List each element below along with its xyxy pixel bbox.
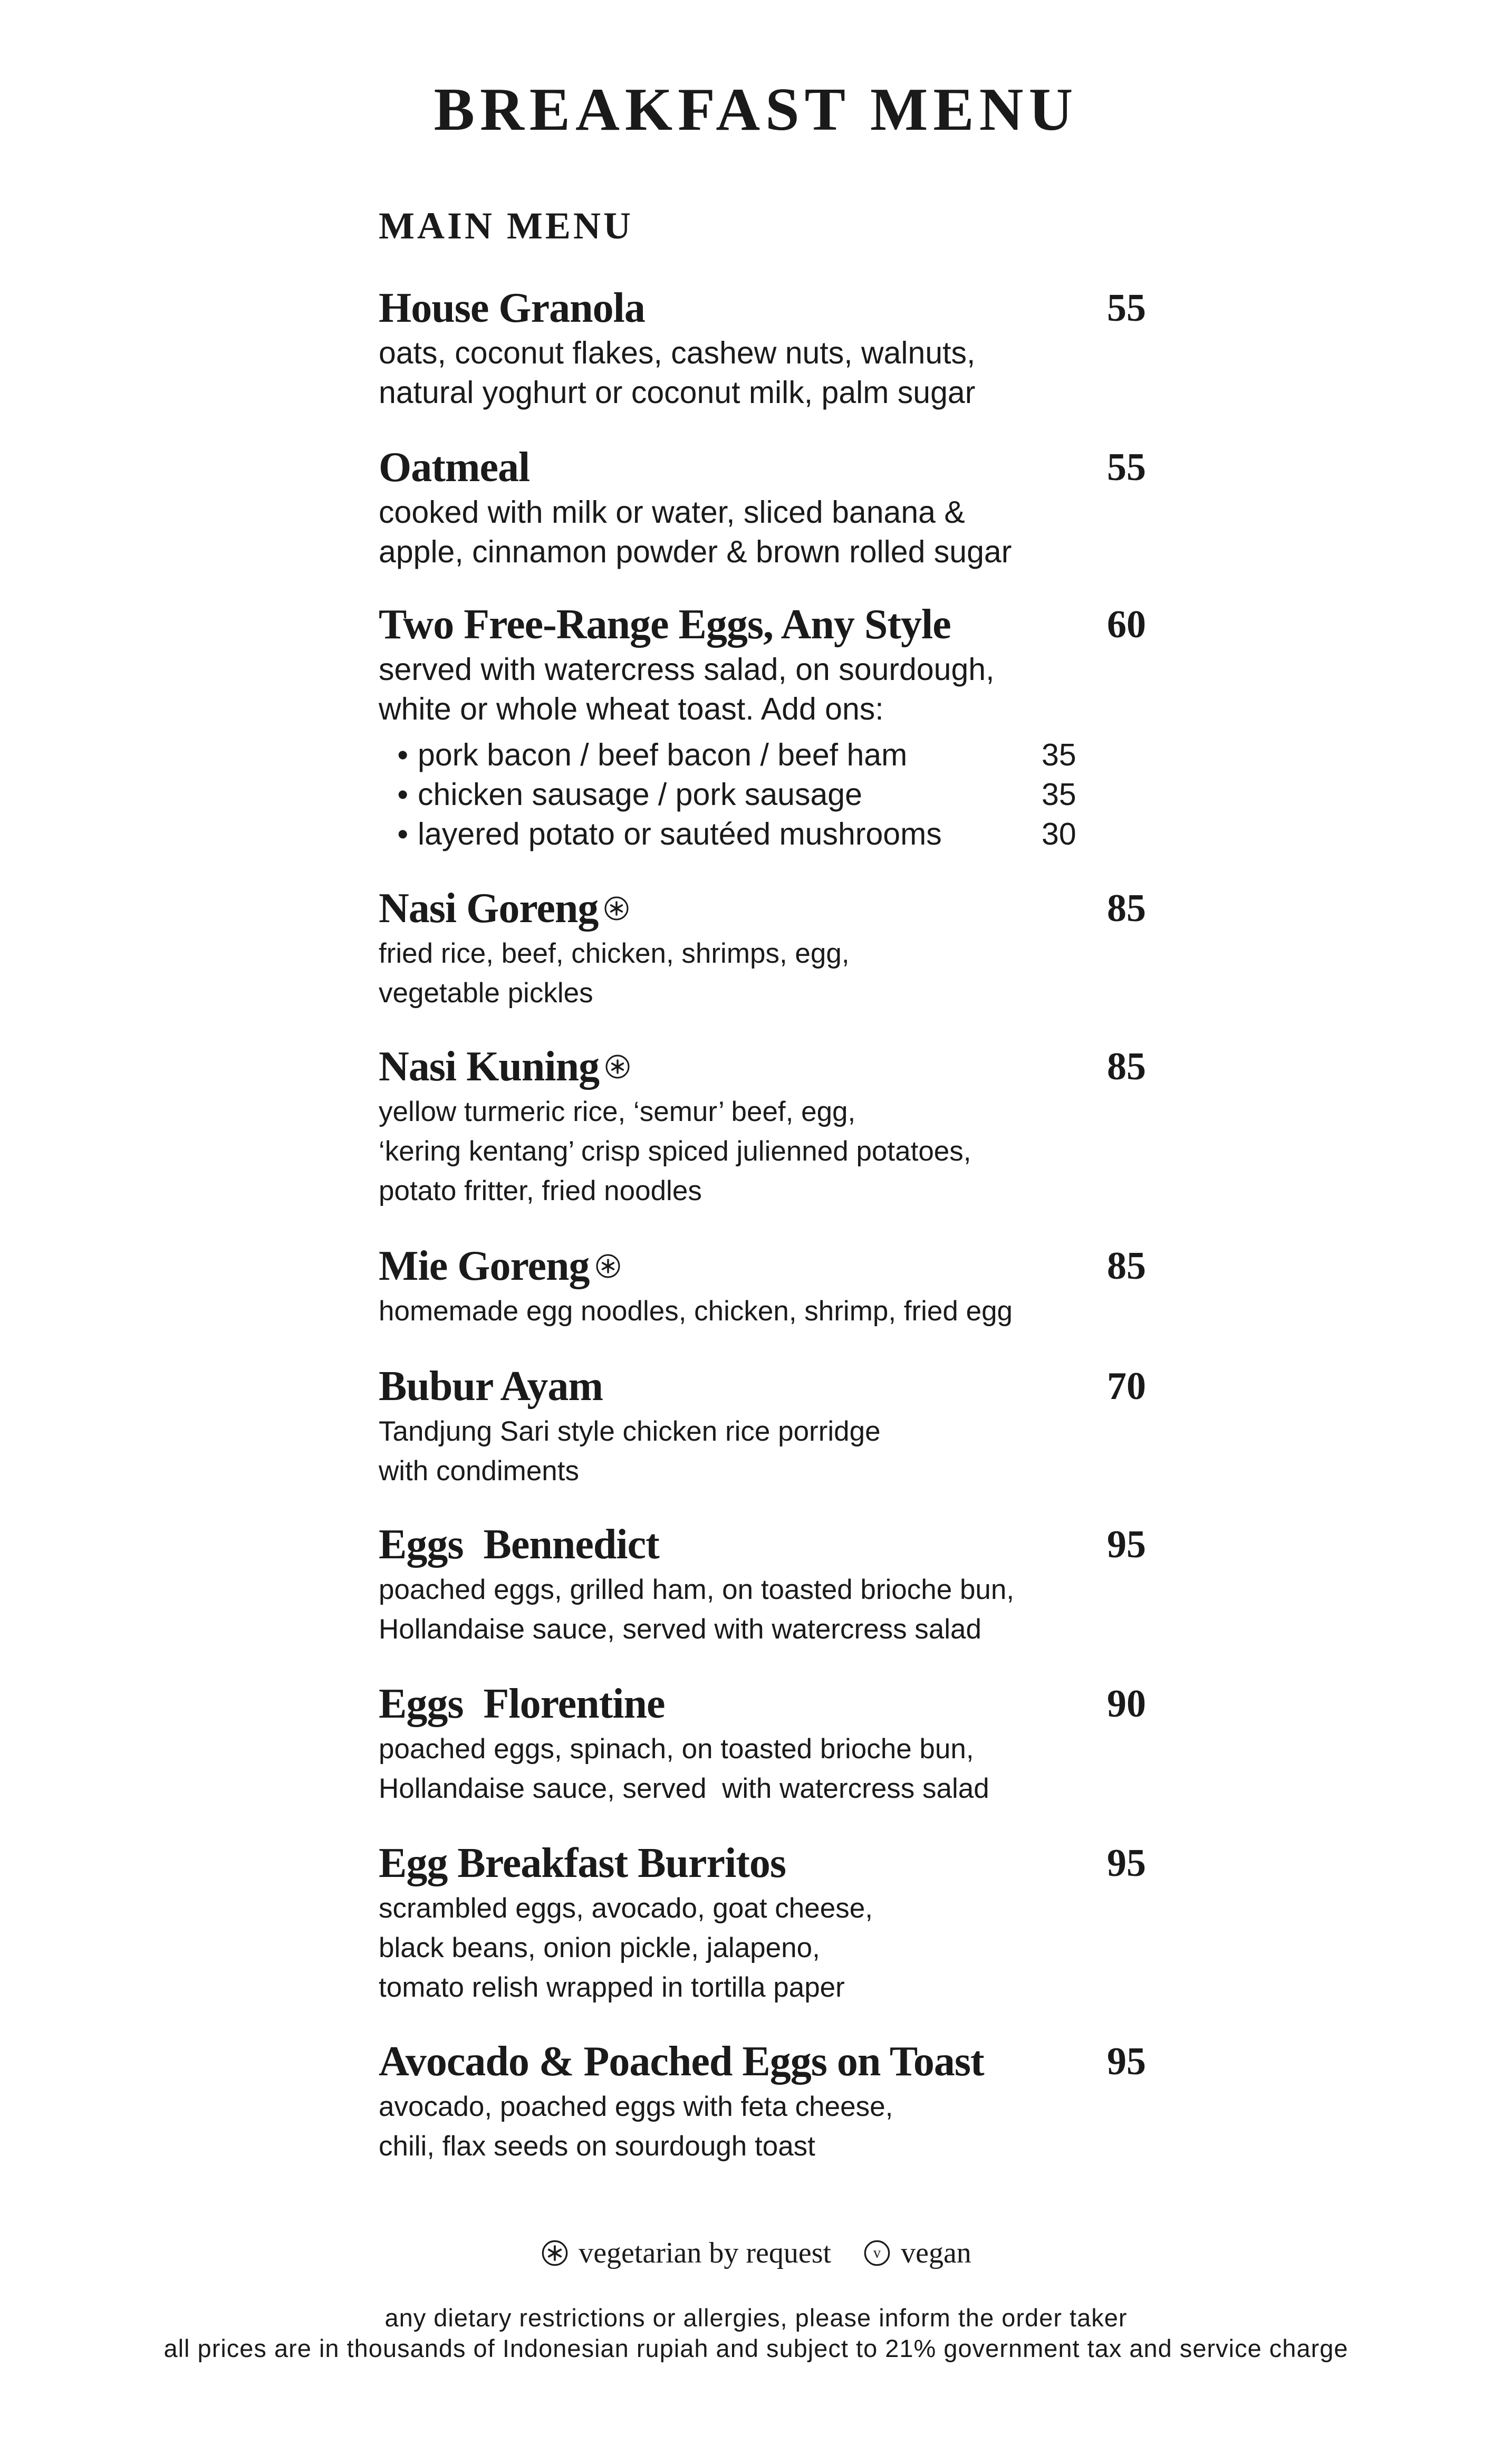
item-description-line: fried rice, beef, chicken, shrimps, egg, xyxy=(379,938,850,969)
menu-item xyxy=(379,283,1149,413)
item-price: 95 xyxy=(1107,2040,1146,2083)
item-name xyxy=(379,883,1149,934)
add-on-label: chicken sausage / pork sausage xyxy=(418,777,862,812)
item-price: 95 xyxy=(1107,1523,1146,1566)
add-on-item xyxy=(379,775,1149,815)
vegan-symbol: v xyxy=(873,2245,881,2262)
item-description-line: served with watercress salad, on sourdough, xyxy=(379,652,995,687)
add-on-price: 35 xyxy=(1042,737,1076,772)
item-description-line: vegetable pickles xyxy=(379,978,593,1009)
pricing-note: all prices are in thousands of Indonesian rupiah and subject to 21% government tax and service charge xyxy=(163,2334,1349,2362)
vegetarian-icon xyxy=(603,895,630,922)
item-price: 55 xyxy=(1107,446,1146,489)
dietary-legend xyxy=(0,2235,1512,2272)
add-on-item xyxy=(379,815,1149,854)
add-on-label: layered potato or sautéed mushrooms xyxy=(418,817,942,851)
menu-item xyxy=(379,883,1149,1013)
page-title: BREAKFAST MENU xyxy=(434,76,1078,143)
item-price: 90 xyxy=(1107,1682,1146,1726)
add-on-price: 35 xyxy=(1042,777,1076,812)
item-name: Bubur Ayam xyxy=(379,1363,603,1410)
item-price: 95 xyxy=(1107,1842,1146,1885)
menu-item xyxy=(379,1361,1149,1491)
add-on-list xyxy=(379,735,1149,854)
bullet-icon: • xyxy=(397,777,408,812)
item-description-line: Hollandaise sauce, served with watercress salad xyxy=(379,1614,981,1645)
item-description-line: natural yoghurt or coconut milk, palm sugar xyxy=(379,375,976,410)
menu-item xyxy=(379,1679,1149,1808)
menu-item xyxy=(379,599,1149,854)
add-on-price: 30 xyxy=(1042,817,1076,851)
item-description-line: chili, flax seeds on sourdough toast xyxy=(379,2131,815,2162)
item-price: 70 xyxy=(1107,1365,1146,1408)
legend-vegetarian-label: vegetarian by request xyxy=(579,2237,832,2269)
bullet-icon: • xyxy=(397,737,408,772)
item-price: 55 xyxy=(1107,286,1146,330)
item-description-line: avocado, poached eggs with feta cheese, xyxy=(379,2091,893,2122)
item-description-line: scrambled eggs, avocado, goat cheese, xyxy=(379,1893,873,1924)
item-description-line: black beans, onion pickle, jalapeno, xyxy=(379,1932,820,1963)
item-name: Eggs Bennedict xyxy=(379,1521,659,1568)
menu-item xyxy=(379,442,1149,572)
add-on-item xyxy=(379,735,1149,775)
item-price: 85 xyxy=(1107,887,1146,930)
item-description-line: Hollandaise sauce, served with watercress salad xyxy=(379,1773,989,1804)
item-name-text: Nasi Goreng xyxy=(379,885,599,932)
bullet-icon: • xyxy=(397,817,408,851)
item-name: House Granola xyxy=(379,285,645,331)
item-description-line: tomato relish wrapped in tortilla paper xyxy=(379,1972,845,2003)
menu-item xyxy=(379,1838,1149,2007)
item-name: Egg Breakfast Burritos xyxy=(379,1840,786,1886)
item-description-line: homemade egg noodles, chicken, shrimp, fried egg xyxy=(379,1296,1013,1327)
legend-vegan xyxy=(863,2235,971,2272)
item-name: Eggs Florentine xyxy=(379,1681,665,1727)
item-price: 60 xyxy=(1107,603,1146,646)
menu-item xyxy=(379,1041,1149,1211)
add-on-label: pork bacon / beef bacon / beef ham xyxy=(418,737,908,772)
legend-vegetarian xyxy=(541,2235,831,2272)
item-description-line: poached eggs, grilled ham, on toasted brioche bun, xyxy=(379,1574,1015,1605)
menu-item xyxy=(379,1241,1149,1331)
item-description-line: yellow turmeric rice, ‘semur’ beef, egg, xyxy=(379,1096,856,1127)
item-name: Oatmeal xyxy=(379,444,530,491)
item-name: Avocado & Poached Eggs on Toast xyxy=(379,2038,984,2085)
vegetarian-icon xyxy=(604,1053,631,1080)
menu-item xyxy=(379,1519,1149,1649)
item-name: Two Free-Range Eggs, Any Style xyxy=(379,601,951,648)
menu-item xyxy=(379,2036,1149,2166)
vegan-icon xyxy=(863,2239,891,2267)
vegetarian-icon xyxy=(595,1253,621,1279)
item-description-line: white or whole wheat toast. Add ons: xyxy=(379,692,884,726)
dietary-note: any dietary restrictions or allergies, please inform the order taker xyxy=(384,2304,1128,2332)
item-description-line: ‘kering kentang’ crisp spiced julienned potatoes, xyxy=(379,1136,971,1167)
item-description-line: oats, coconut flakes, cashew nuts, walnuts, xyxy=(379,336,976,370)
vegetarian-icon xyxy=(541,2239,569,2267)
item-name xyxy=(379,1241,1149,1291)
item-name-text: Mie Goreng xyxy=(379,1243,590,1289)
item-description-line: potato fritter, fried noodles xyxy=(379,1175,702,1206)
item-description-line: cooked with milk or water, sliced banana & xyxy=(379,495,965,530)
item-description-line: with condiments xyxy=(379,1455,580,1487)
item-price: 85 xyxy=(1107,1045,1146,1088)
section-title: MAIN MENU xyxy=(379,205,633,247)
item-description-line: poached eggs, spinach, on toasted brioche bun, xyxy=(379,1733,974,1765)
legend-vegan-label: vegan xyxy=(901,2237,971,2269)
item-name-text: Nasi Kuning xyxy=(379,1043,600,1090)
item-description-line: Tandjung Sari style chicken rice porridge xyxy=(379,1416,881,1447)
item-description-line: apple, cinnamon powder & brown rolled sugar xyxy=(379,534,1012,569)
item-name xyxy=(379,1041,1149,1092)
item-price: 85 xyxy=(1107,1244,1146,1288)
